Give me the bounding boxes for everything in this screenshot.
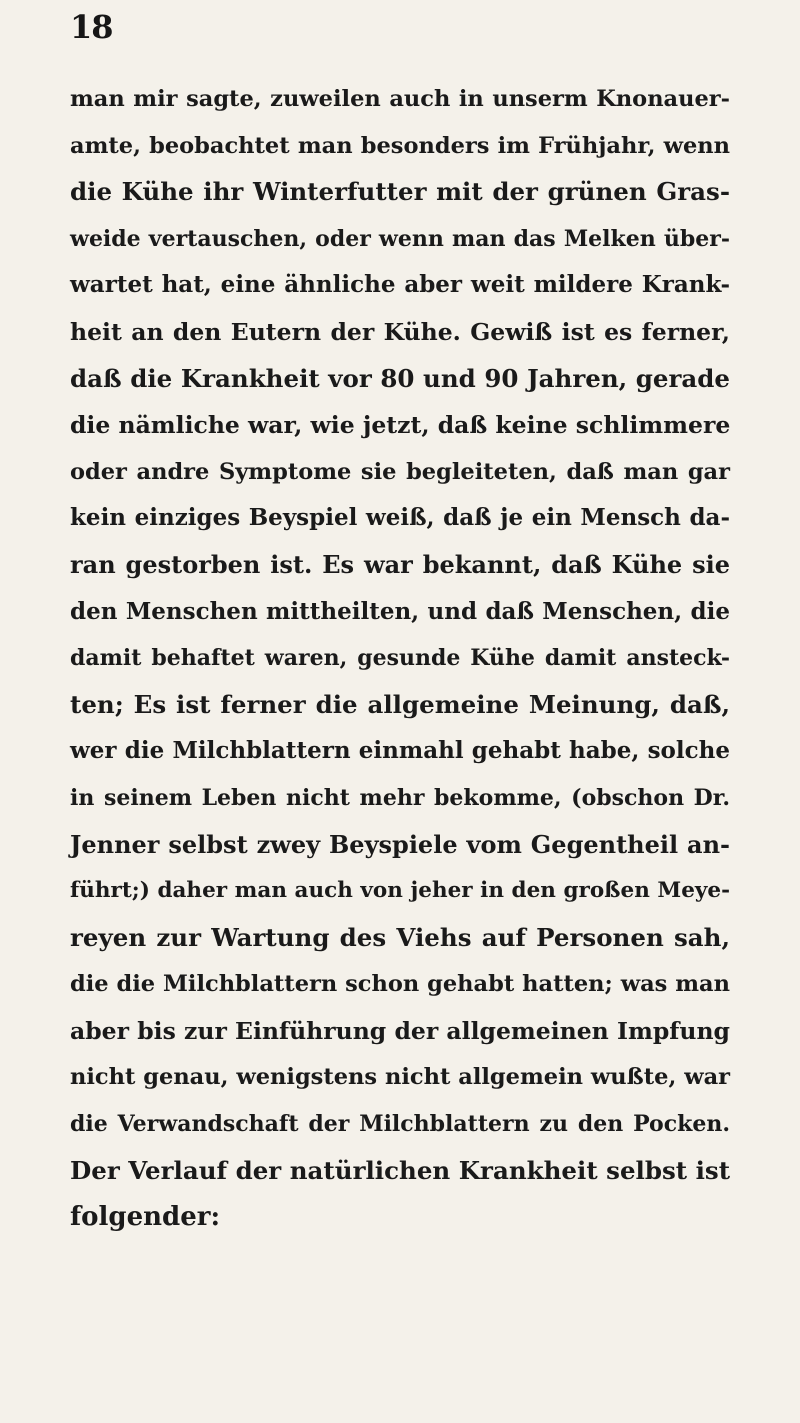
text-line: wartet hat, eine ähnliche aber weit mildere Krank- (70, 271, 730, 299)
text-line: Jenner selbst zwey Beyspiele vom Gegentheil an- (70, 829, 730, 859)
text-line: nicht genau, wenigstens nicht allgemein wußte, war (70, 1064, 730, 1091)
text-line: die nämliche war, wie jetzt, daß keine schlimmere (70, 411, 731, 440)
text-line: die Verwandschaft der Milchblattern zu den Pocken. (70, 1111, 730, 1138)
text-line: ran gestorben ist. Es war bekannt, daß Kühe sie (70, 549, 730, 579)
text-line: daß die Krankheit vor 80 und 90 Jahren, gerade (70, 363, 730, 393)
text-line: ten; Es ist ferner die allgemeine Meinung, daß, (70, 689, 730, 719)
text-line: heit an den Eutern der Kühe. Gewiß ist es ferner, (70, 317, 730, 346)
text-line: kein einziges Beyspiel weiß, daß je ein Mensch da- (70, 504, 730, 532)
text-line: den Menschen mittheilten, und daß Menschen, die (70, 597, 730, 625)
text-line: damit behaftet waren, gesunde Kühe damit ansteck- (70, 645, 730, 672)
text-line: oder andre Symptome sie begleiteten, daß man gar (70, 458, 730, 485)
text-line: in seinem Leben nicht mehr bekomme, (obschon Dr. (70, 784, 730, 811)
text-line: Der Verlauf der natürlichen Krankheit selbst ist (70, 1155, 731, 1185)
text-line: aber bis zur Einführung der allgemeinen Impfung (70, 1016, 730, 1045)
text-line: weide vertauschen, oder wenn man das Melken über- (70, 225, 730, 252)
text-line: führt;) daher man auch von jeher in den großen Meye- (70, 878, 730, 904)
text-line: amte, beobachtet man besonders im Frühjahr, wenn (70, 132, 730, 159)
text-line: man mir sagte, zuweilen auch in unserm Knonauer- (70, 86, 730, 112)
page-number: 18 (70, 8, 113, 46)
text-line: reyen zur Wartung des Viehs auf Personen sah, (70, 922, 730, 952)
body-text (70, 76, 730, 1241)
text-line: folgender: (70, 1202, 221, 1233)
text-line: die Kühe ihr Winterfutter mit der grünen Gras- (70, 177, 730, 207)
text-line: wer die Milchblattern einmahl gehabt habe, solche (70, 737, 730, 765)
text-line: die die Milchblattern schon gehabt hatten; was man (70, 971, 730, 998)
